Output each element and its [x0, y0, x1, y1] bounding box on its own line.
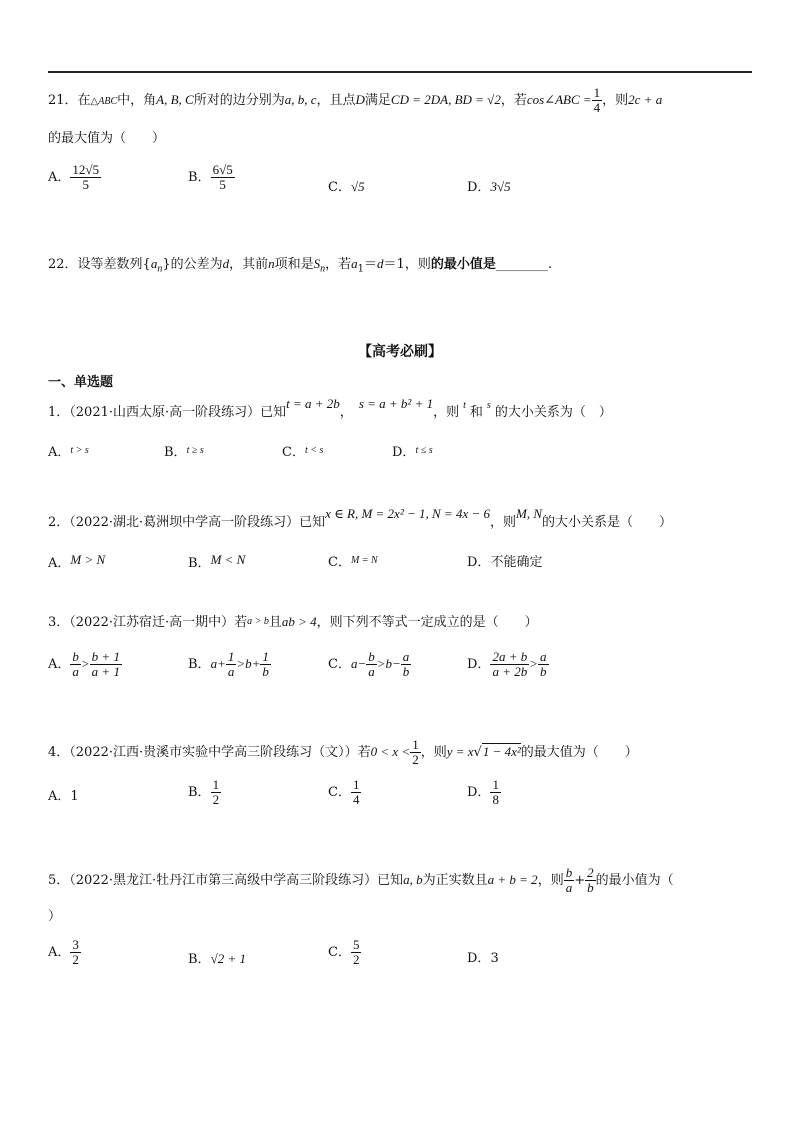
q1-t-def: t = a + 2b — [286, 396, 340, 411]
operator: − — [357, 656, 367, 671]
option-label: B． — [188, 657, 211, 672]
option-label: D． — [467, 951, 491, 966]
fraction — [564, 866, 575, 895]
denominator: a — [565, 880, 573, 895]
var: a — [210, 656, 218, 671]
section-title: 【高考必刷】 — [358, 344, 442, 360]
numerator: 1 — [262, 649, 269, 664]
q22-text: 22．设等差数列{ — [48, 257, 151, 272]
option-label: D． — [467, 785, 491, 800]
numerator: a — [402, 649, 410, 664]
question-4 — [48, 738, 638, 767]
option-fraction — [351, 778, 362, 807]
fraction — [90, 650, 122, 679]
option-text: t > s — [70, 445, 89, 456]
option-fraction — [70, 163, 101, 192]
q21-point-d: D — [355, 92, 365, 107]
denominator: b — [540, 664, 547, 679]
denominator: 2 — [72, 952, 79, 967]
option-label: C． — [282, 445, 305, 460]
denominator: a + 1 — [91, 664, 120, 679]
q22-d: d — [222, 256, 230, 271]
q2-text: 2．（2022·湖北·葛洲坝中学高一阶段练习）已知 — [48, 515, 326, 530]
fraction — [260, 650, 271, 679]
q1-text: ，则 — [433, 405, 460, 420]
q1-text: 和 — [469, 405, 483, 420]
numerator: a — [540, 649, 547, 664]
q22-text: 项和是 — [274, 257, 314, 272]
option-text: 3 — [490, 951, 499, 966]
q22-text: 的最小值是 — [430, 257, 496, 272]
option-text: M < N — [210, 552, 246, 567]
numerator: 2a + b — [492, 649, 528, 664]
option-fraction — [351, 938, 362, 967]
option-text: M = N — [350, 555, 378, 566]
q2-option-d[interactable] — [467, 554, 542, 572]
option-fraction — [211, 163, 235, 192]
q22-text: ＝ — [364, 257, 378, 272]
option-text: √5 — [350, 179, 365, 194]
option-fraction — [211, 778, 222, 807]
option-label: D． — [467, 555, 491, 570]
numerator: b — [72, 649, 79, 664]
question-22 — [48, 255, 552, 279]
question-2 — [48, 506, 673, 532]
numerator: 5 — [352, 937, 360, 952]
q2-mn: M, N — [516, 506, 543, 521]
operator: + — [251, 656, 261, 671]
q1-text: 1．（2021·山西太原·高一阶段练习）已知 — [48, 405, 287, 420]
q21-option-b[interactable] — [188, 163, 235, 192]
option-label: B． — [188, 952, 211, 967]
subsection-title: 一、单选题 — [48, 375, 114, 390]
q21-number: 21．在 — [48, 93, 91, 108]
numerator: 2 — [587, 865, 594, 880]
operator: + — [217, 656, 226, 671]
q22-text: ，若 — [325, 257, 352, 272]
denominator: a — [72, 664, 79, 679]
option-text: √2 + 1 — [210, 951, 246, 966]
q5-text: ，则 — [537, 873, 564, 888]
option-text: 3√5 — [490, 179, 511, 194]
q1-s: s — [486, 400, 491, 411]
q21-text: ，且点 — [316, 93, 356, 108]
var: a — [350, 656, 358, 671]
q1-option-a[interactable] — [48, 444, 89, 463]
denominator: 4 — [352, 792, 360, 807]
option-label: D． — [467, 180, 491, 195]
option-label: D． — [467, 657, 491, 672]
q5-option-c[interactable] — [328, 938, 361, 967]
q21-cos-fraction — [592, 86, 603, 115]
q4-option-d[interactable] — [467, 778, 501, 807]
q21-text: 中，角 — [117, 93, 157, 108]
option-label: B． — [188, 556, 211, 571]
option-text: t < s — [304, 445, 324, 456]
numerator: 1 — [492, 777, 499, 792]
numerator: 12√5 — [72, 162, 100, 177]
option-fraction — [70, 938, 81, 967]
top-rule — [48, 71, 752, 73]
q1-option-c[interactable] — [282, 444, 323, 463]
denominator: b — [587, 880, 594, 895]
numerator: 6√5 — [212, 162, 233, 177]
q5-condition: a + b = 2 — [487, 872, 538, 887]
q3-option-b[interactable] — [188, 650, 271, 679]
option-label: C． — [328, 555, 351, 570]
q21-text: ，若 — [500, 93, 527, 108]
q2-option-c[interactable] — [328, 554, 378, 573]
numerator: 1 — [227, 649, 235, 664]
operator: > — [80, 656, 90, 671]
option-text: M > N — [70, 552, 106, 567]
q4-option-c[interactable] — [328, 778, 361, 807]
denominator: 4 — [593, 100, 601, 115]
option-label: C． — [328, 785, 351, 800]
q2-option-b[interactable] — [188, 554, 245, 573]
q3-text: ，则下列不等式一定成立的是（ ） — [316, 615, 538, 630]
q22-text: ，其前 — [229, 257, 269, 272]
q21-text: ，则 — [602, 93, 629, 108]
option-label: B． — [188, 170, 211, 185]
option-text: 不能确定 — [490, 555, 543, 570]
fraction — [401, 650, 412, 679]
q2-text: 的大小关系是（ ） — [542, 515, 673, 530]
question-1: 1．（2021·山西太原·高一阶段练习）已知t = a + 2b，s = a + b² + 1，则 $^t$ 和 $^s$ 的大小关系为（ ） — [48, 396, 612, 420]
q4-option-b[interactable] — [188, 778, 221, 807]
q21-option-a[interactable] — [48, 163, 101, 192]
q3-option-d[interactable] — [467, 650, 549, 679]
option-label: A． — [48, 445, 71, 460]
q4-text: ，则 — [420, 745, 447, 760]
q3-cond2: ab > 4 — [281, 614, 317, 629]
operator: + — [574, 873, 586, 888]
denominator: b — [402, 664, 410, 679]
q21-text: 所对的边分别为 — [193, 93, 285, 108]
q22-text: . — [547, 257, 552, 272]
q3-text: 3．（2022·江苏宿迁·高一期中）若 — [48, 615, 248, 630]
q21-option-c[interactable] — [328, 178, 365, 197]
numerator: 3 — [72, 937, 79, 952]
fraction — [226, 650, 237, 679]
q5-option-d[interactable] — [467, 950, 499, 968]
option-fraction — [490, 778, 501, 807]
q2-option-a[interactable] — [48, 554, 105, 573]
q21-angles: A, B, C — [156, 92, 194, 107]
q21-line2: 的最大值为（ ） — [48, 131, 166, 146]
numerator: b — [565, 865, 573, 880]
numerator: 1 — [593, 85, 601, 100]
q4-text: 的最大值为（ ） — [520, 745, 638, 760]
q5-text: 为正实数且 — [422, 873, 488, 888]
option-label: A． — [48, 945, 71, 960]
q5-ab: a, b — [403, 872, 423, 887]
q1-text: 的大小关系为（ ） — [494, 405, 612, 420]
subscript: 1 — [357, 263, 365, 275]
denominator: 2 — [352, 952, 360, 967]
q1-option-b[interactable] — [164, 444, 204, 463]
operator: > — [529, 656, 538, 671]
var: b — [245, 656, 252, 671]
q21-sides: a, b, c — [284, 92, 317, 107]
q2-text: ，则 — [490, 515, 517, 530]
option-label: C． — [328, 657, 351, 672]
q4-radicand: 1 − 4x² — [482, 744, 521, 759]
q4-option-a[interactable] — [48, 788, 79, 806]
q3-cond1: a > b — [247, 616, 269, 627]
denominator: a — [227, 664, 235, 679]
fraction — [538, 650, 549, 679]
denominator: 5 — [219, 177, 226, 192]
numerator: b — [368, 649, 375, 664]
option-text: t ≤ s — [415, 445, 433, 456]
q1-option-d[interactable] — [392, 444, 433, 463]
denominator: b — [262, 664, 269, 679]
denominator: 8 — [492, 792, 499, 807]
q21-text: 满足 — [364, 93, 391, 108]
numerator: 1 — [412, 737, 419, 752]
q21-condition: CD = 2DA, BD = √2 — [390, 92, 501, 107]
option-text: t ≥ s — [186, 445, 204, 456]
q5-close: ） — [48, 909, 62, 924]
option-label: A． — [48, 657, 71, 672]
q22-text: ＝1，则 — [383, 257, 431, 272]
q21-expression: 2c + a — [628, 92, 663, 107]
option-label: D． — [392, 445, 416, 460]
denominator: a + 2b — [492, 664, 528, 679]
q21-triangle: △ABC — [90, 96, 118, 107]
var: b — [385, 656, 393, 671]
denominator: 5 — [82, 177, 89, 192]
fraction — [366, 650, 377, 679]
q22-d: d — [377, 256, 384, 271]
q22-a: a — [150, 256, 158, 271]
q4-text: 4．（2022·江西·贵溪市实验中学高三阶段练习（文））若 — [48, 745, 371, 760]
option-label: B． — [188, 785, 211, 800]
subscript: n — [157, 263, 163, 275]
q3-text: 且 — [268, 615, 282, 630]
sqrt-icon: √ — [473, 745, 482, 760]
q21-option-d[interactable] — [467, 178, 511, 197]
option-label: C． — [328, 945, 351, 960]
question-5 — [48, 866, 674, 895]
q22-text: }的公差为 — [162, 257, 223, 272]
q1-t: t — [463, 400, 466, 411]
operator: > — [236, 656, 246, 671]
q5-text: 5．（2022·黑龙江·牡丹江市第三高级中学高三阶段练习）已知 — [48, 873, 404, 888]
q21-cos: cos∠ABC = — [526, 92, 592, 107]
fraction — [585, 866, 596, 895]
operator: > — [376, 656, 386, 671]
fraction — [70, 650, 81, 679]
option-label: A． — [48, 789, 71, 804]
option-text: 1 — [70, 789, 79, 804]
question-21 — [48, 86, 662, 115]
q22-n: n — [268, 256, 275, 271]
denominator: 2 — [412, 752, 419, 767]
q5-option-b[interactable] — [188, 950, 246, 969]
q4-condition: 0 < x < — [370, 744, 411, 759]
option-label: B． — [164, 445, 187, 460]
fraction — [490, 650, 529, 679]
q2-condition: x ∈ R, M = 2x² − 1, N = 4x − 6 — [325, 506, 490, 521]
option-label: C． — [328, 180, 351, 195]
numerator: 1 — [212, 777, 220, 792]
subscript: n — [320, 263, 326, 275]
option-label: A． — [48, 170, 71, 185]
numerator: 1 — [352, 777, 360, 792]
q5-option-a[interactable] — [48, 938, 81, 967]
denominator: a — [368, 664, 375, 679]
option-label: A． — [48, 556, 71, 571]
answer-blank[interactable]: ________ — [495, 257, 548, 272]
operator: − — [392, 656, 401, 671]
q4-function: y = x — [446, 744, 474, 759]
q1-s-def: s = a + b² + 1 — [358, 396, 434, 411]
q3-option-c[interactable] — [328, 650, 411, 679]
q4-half — [410, 738, 421, 767]
q22-s: S — [313, 256, 321, 271]
q3-option-a[interactable] — [48, 650, 122, 679]
q5-text: 的最小值为（ — [595, 873, 674, 888]
numerator: b + 1 — [91, 649, 120, 664]
question-3 — [48, 613, 538, 633]
q22-a1: a — [351, 256, 358, 271]
denominator: 2 — [212, 792, 220, 807]
